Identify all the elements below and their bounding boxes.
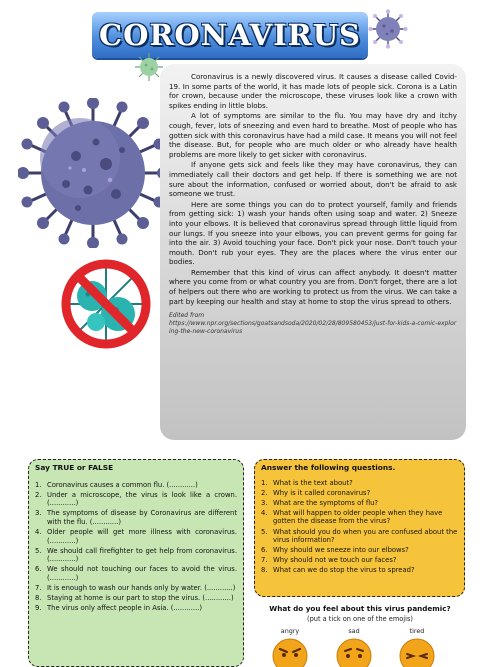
item-text: Why should we sneeze into our elbows?: [273, 546, 409, 555]
feelings-hint: (put a tick on one of the emojis): [307, 615, 413, 623]
true-false-list: [35, 481, 237, 613]
list-item[interactable]: [261, 499, 458, 508]
section-title: Answer the following questions.: [261, 463, 396, 472]
item-number: 7.: [261, 556, 268, 565]
item-text: We should not touching our faces to avoid the virus. (............): [47, 565, 237, 583]
item-number: 5.: [35, 546, 42, 555]
item-number: 1.: [35, 480, 42, 489]
list-item[interactable]: [35, 565, 237, 582]
reading-passage: [160, 64, 466, 440]
item-number: 9.: [35, 604, 42, 613]
coronavirus-illustration: [18, 98, 168, 248]
item-text: It is enough to wash our hands only by water. (............): [47, 584, 236, 593]
list-item[interactable]: [35, 509, 237, 526]
item-text: Staying at home is our part to stop the virus. (............): [47, 594, 234, 603]
list-item[interactable]: [35, 491, 237, 508]
item-number: 2.: [261, 488, 268, 497]
item-text: Why is it called coronavirus?: [273, 488, 371, 497]
item-text: What can we do stop the virus to spread?: [273, 566, 415, 575]
emoji-label-angry: angry: [280, 627, 300, 635]
list-item[interactable]: [261, 489, 458, 498]
list-item[interactable]: [35, 594, 237, 603]
paragraph: A lot of symptoms are similar to the flu. You may have dry and itchy cough, fever, lots of sneezing and even hard to breathe. Most of people who has gotten sick with this coronavirus have had a mild case. It means you will not feel the disease. But, for people who are much older or who already have health problems are more likely to get sicker with coronavirus.: [169, 111, 457, 159]
source-label: Edited from: [169, 312, 205, 320]
item-number: 1.: [261, 478, 268, 487]
small-virus-icon: [368, 9, 408, 49]
questions-section: [254, 459, 465, 597]
item-number: 2.: [35, 490, 42, 499]
item-number: 4.: [261, 508, 268, 517]
item-number: 8.: [35, 594, 42, 603]
paragraph: Coronavirus is a newly discovered virus. It causes a disease called Covid-19. In some parts of the world, it has made lots of people sick. Corona is a Latin for crown, because under the microscope, these viruses look like a crown with spikes ending in little blobs.: [169, 72, 457, 110]
paragraph: If anyone gets sick and feels like they may have coronavirus, they can immediately call their doctors and get help. If there is something we are not sure about the information, confused or worried about, don't be afraid to ask someone we trust.: [169, 160, 457, 199]
sad-emoji-icon[interactable]: [335, 637, 373, 667]
item-text: What should you do when you are confused about the virus information?: [273, 527, 458, 545]
section-title: Say TRUE or FALSE: [35, 463, 114, 472]
list-item[interactable]: [35, 528, 237, 545]
true-false-section: [28, 459, 244, 667]
questions-list: [261, 479, 458, 575]
item-number: 6.: [35, 565, 42, 574]
list-item[interactable]: [261, 546, 458, 555]
list-item[interactable]: [35, 481, 237, 490]
stop-virus-sign-icon: [56, 254, 156, 354]
page-title: CORONAVIRUS: [98, 18, 361, 52]
list-item[interactable]: [35, 584, 237, 593]
list-item[interactable]: [261, 509, 458, 526]
item-number: 5.: [261, 527, 268, 536]
list-item[interactable]: [261, 479, 458, 488]
item-text: Under a microscope, the virus is look like a crown. (............): [47, 490, 237, 508]
list-item[interactable]: [261, 566, 458, 575]
source-link[interactable]: https://www.npr.org/sections/goatsandsoda/2020/02/28/809580453/just-for-kids-a-comic-exploring-the-new-coronavirus: [169, 320, 457, 336]
item-text: We should call firefighter to get help from coronavirus. (............): [47, 546, 237, 564]
item-text: Why should not we touch our faces?: [273, 556, 397, 565]
tired-emoji-icon[interactable]: [398, 637, 436, 667]
list-item[interactable]: [35, 547, 237, 564]
emoji-label-sad: sad: [348, 627, 360, 635]
list-item[interactable]: [261, 528, 458, 545]
item-number: 3.: [261, 498, 268, 507]
list-item[interactable]: [35, 604, 237, 613]
item-text: What will happen to older people when they have gotten the disease from the virus?: [273, 508, 443, 526]
item-number: 3.: [35, 509, 42, 518]
angry-emoji-icon[interactable]: [271, 637, 309, 667]
item-number: 8.: [261, 566, 268, 575]
item-text: What is the text about?: [273, 478, 353, 487]
item-text: Coronavirus causes a common flu. (............): [47, 480, 198, 489]
item-text: What are the symptoms of flu?: [273, 498, 379, 507]
item-number: 4.: [35, 528, 42, 537]
item-text: Older people will get more illness with coronavirus. (............): [47, 528, 237, 545]
item-number: 6.: [261, 546, 268, 555]
item-number: 7.: [35, 584, 42, 593]
emoji-label-tired: tired: [409, 627, 425, 635]
paragraph: Here are some things you can do to protect yourself, family and friends from getting sick: 1) wash your hands often using soap and water. 2) Sneeze into your elbows. It is believed that coronavirus spread through little liquid from our lungs. If you sneeze into your elbows, you can prevent germs for going far into the air. 3) Avoid touching your face. Don't pick your nose. Don't touch your mouth. Don't rub your eyes. They are the places where the virus enter our bodies.: [169, 199, 457, 267]
feelings-question: What do you feel about this virus pandemic?: [269, 604, 451, 613]
list-item[interactable]: [261, 556, 458, 565]
item-text: The symptoms of disease by Coronavirus are different with the flu. (............): [47, 509, 237, 526]
item-text: The virus only affect people in Asia. (............): [47, 604, 202, 613]
paragraph: Remember that this kind of virus can affect anybody. It doesn't matter where you come from or what country you are from. Don't forget, there are a lot of helpers out there who are working to protect us from the virus. We can take a part by keeping our health and stay at home to stop the virus spread to others.: [169, 267, 457, 306]
